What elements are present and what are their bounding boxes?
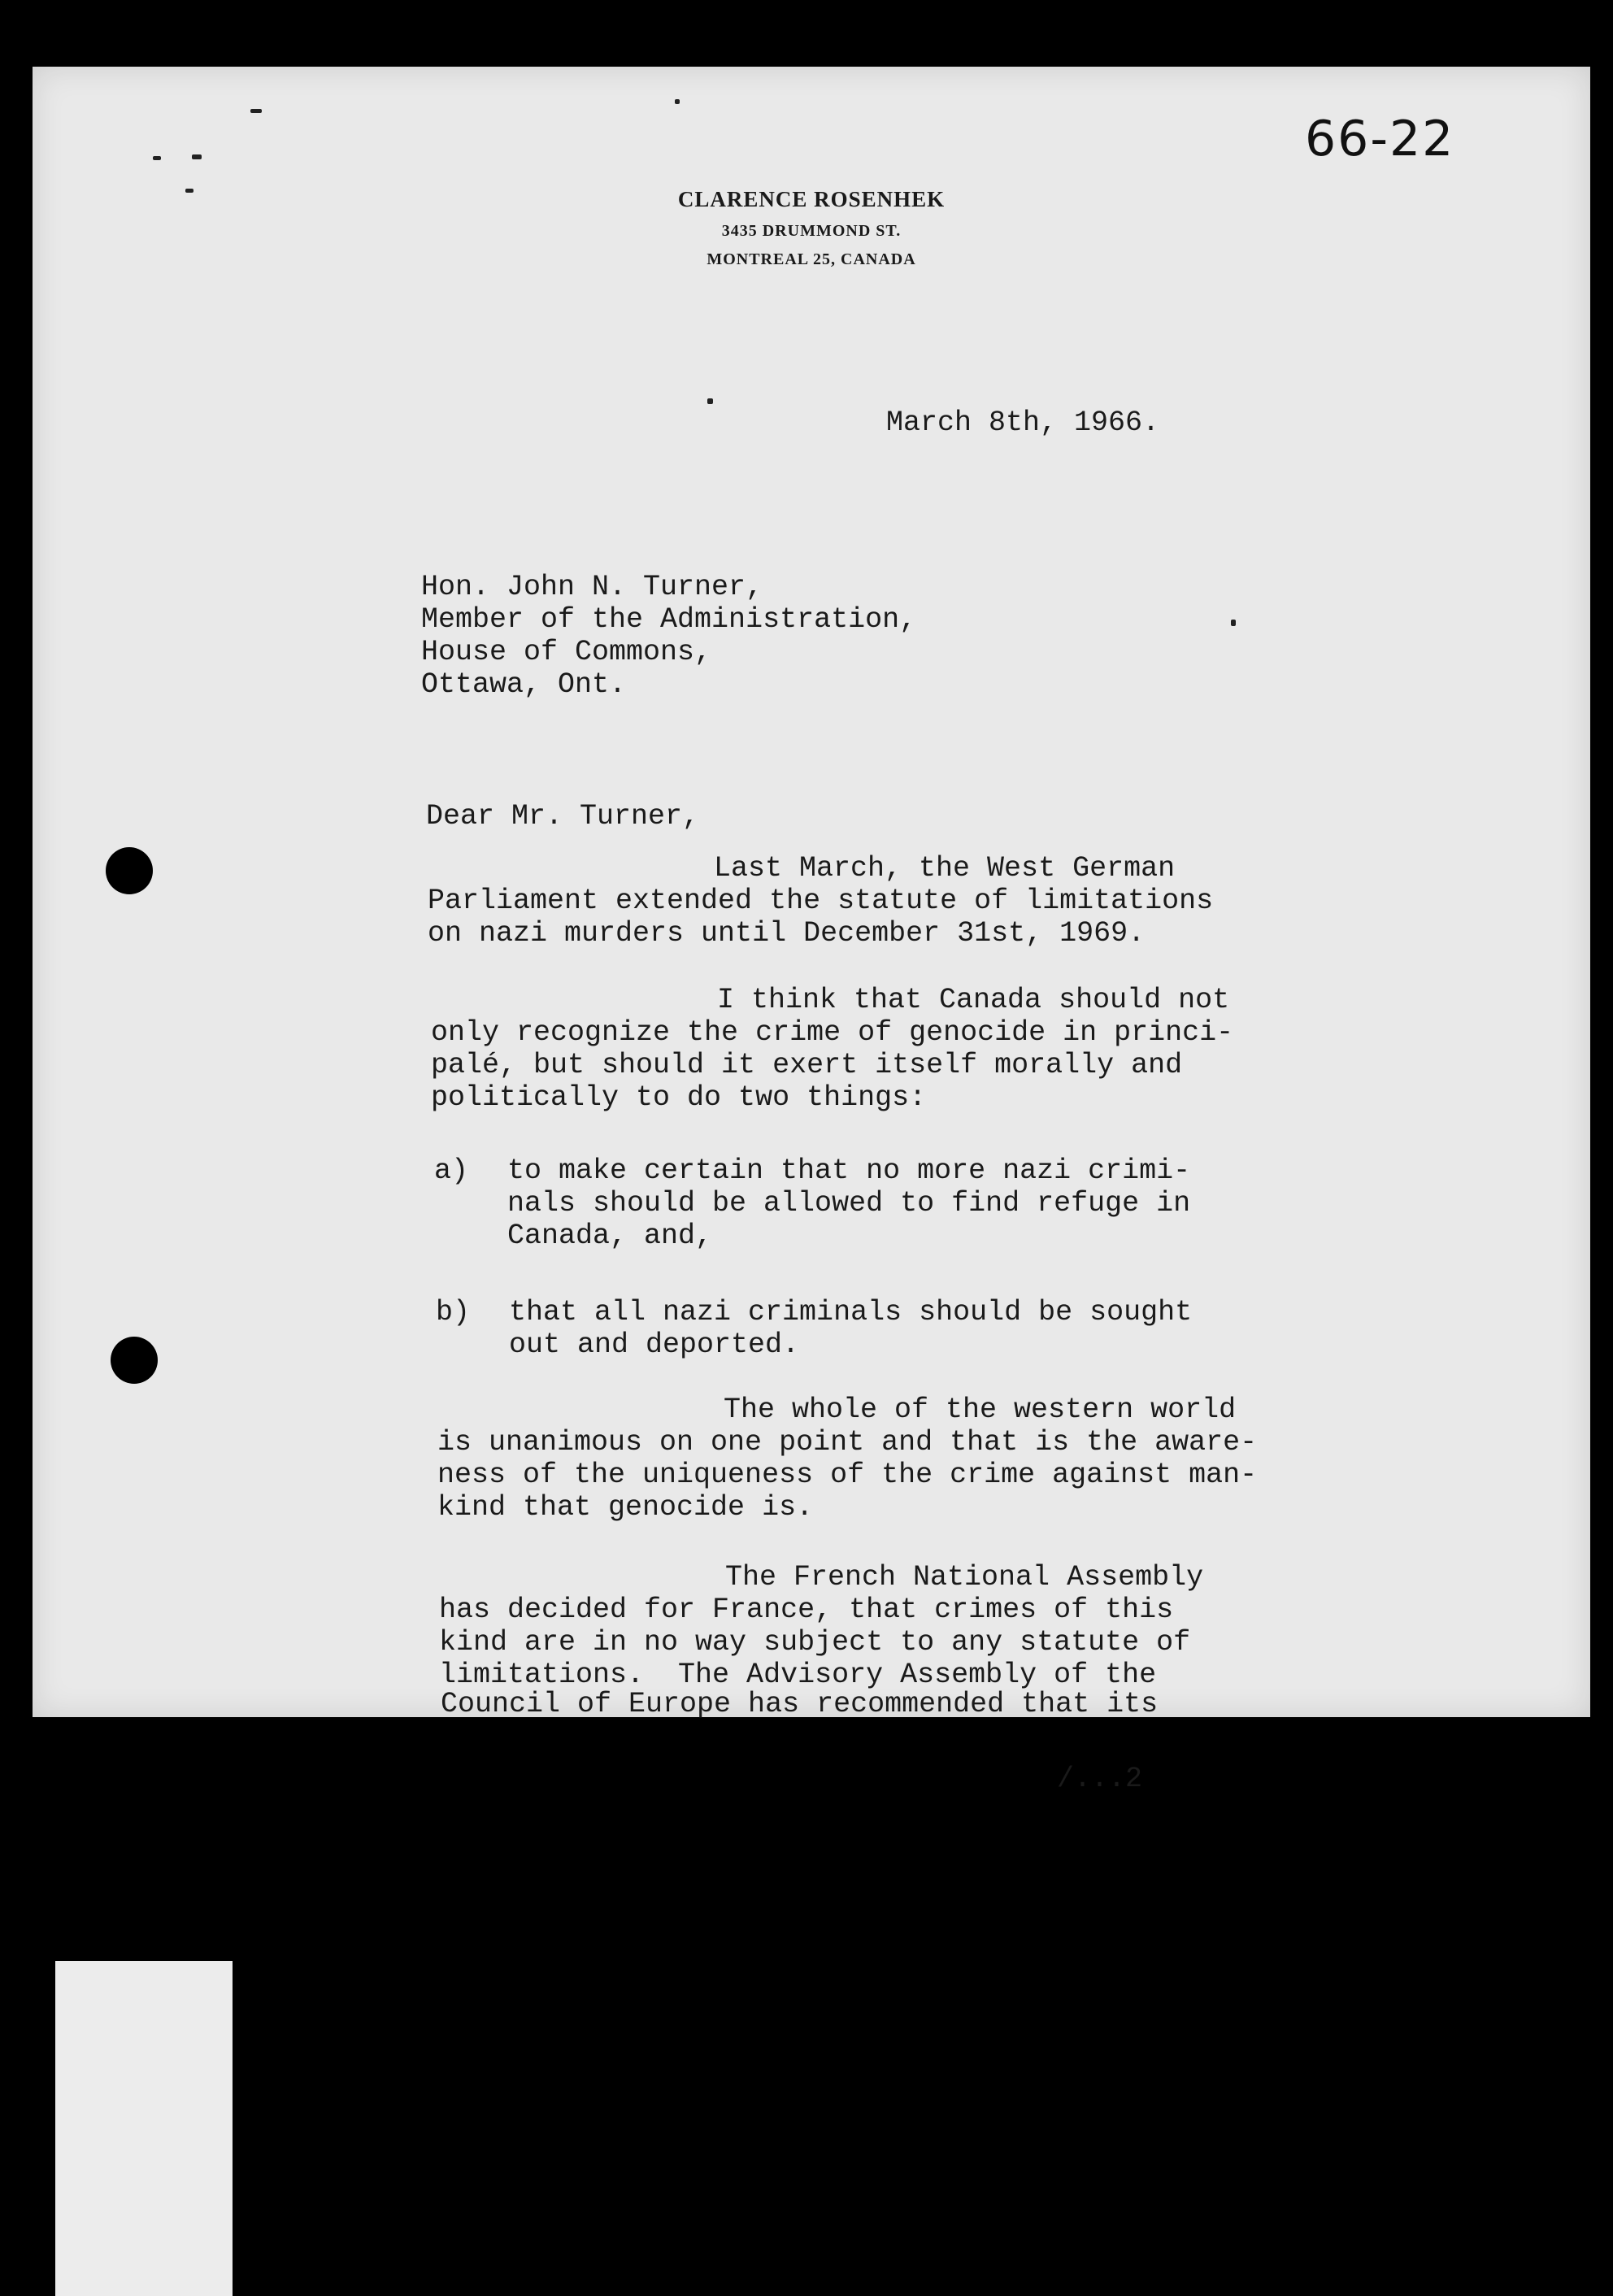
- paragraph-line: The French National Assembly: [725, 1561, 1204, 1594]
- paragraph-line: palé, but should it exert itself morally and: [431, 1049, 1183, 1081]
- letterhead-name: CLARENCE ROSENHEK: [677, 187, 946, 211]
- list-item-line: nals should be allowed to find refuge in: [507, 1187, 1191, 1220]
- letterhead-city: MONTREAL 25, CANADA: [707, 250, 916, 268]
- letter-page: [33, 67, 1590, 1717]
- paragraph-line: only recognize the crime of genocide in princi-: [431, 1016, 1234, 1049]
- paragraph-line: Council of Europe has recommended that its: [441, 1688, 1159, 1720]
- speck-mark: [1231, 620, 1236, 626]
- recipient-line: Ottawa, Ont.: [421, 668, 627, 701]
- paragraph-line: ness of the uniqueness of the crime against man-: [437, 1459, 1258, 1491]
- letterhead: [33, 187, 1590, 269]
- paragraph-line: is unanimous on one point and that is the aware-: [437, 1426, 1258, 1459]
- paragraph-line: has decided for France, that crimes of this: [439, 1594, 1174, 1626]
- paragraph-line: kind are in no way subject to any statute of: [439, 1626, 1191, 1659]
- list-marker: a): [434, 1155, 469, 1187]
- list-marker: b): [436, 1296, 471, 1328]
- paragraph-line: I think that Canada should not: [717, 984, 1230, 1016]
- paragraph-line: politically to do two things:: [431, 1081, 927, 1114]
- paragraph-line: The whole of the western world: [724, 1394, 1237, 1426]
- speck-mark: [185, 189, 193, 193]
- speck-mark: [707, 398, 713, 404]
- paragraph-line: limitations. The Advisory Assembly of the: [439, 1659, 1157, 1691]
- binder-hole: [106, 847, 153, 894]
- list-item-line: Canada, and,: [507, 1220, 713, 1252]
- paper-tab: [55, 1961, 233, 2296]
- paragraph-line: Parliament extended the statute of limitations: [428, 885, 1214, 917]
- list-item-line: out and deported.: [509, 1328, 800, 1361]
- paragraph-line: on nazi murders until December 31st, 1969.: [428, 917, 1146, 950]
- letterhead-street: 3435 DRUMMOND ST.: [721, 222, 902, 240]
- speck-mark: [675, 99, 680, 104]
- paragraph-line: Last March, the West German: [714, 852, 1176, 885]
- recipient-line: Member of the Administration,: [421, 603, 917, 636]
- list-item-line: that all nazi criminals should be sought: [509, 1296, 1193, 1328]
- handwritten-reference-number: 66-22: [1305, 111, 1455, 167]
- salutation: Dear Mr. Turner,: [426, 800, 700, 833]
- recipient-line: House of Commons,: [421, 636, 712, 668]
- letter-date: March 8th, 1966.: [886, 407, 1160, 439]
- speck-mark: [250, 109, 262, 113]
- speck-mark: [192, 154, 202, 159]
- continuation-marker: /...2: [1057, 1763, 1143, 1795]
- speck-mark: [153, 156, 161, 160]
- binder-hole: [111, 1337, 158, 1384]
- list-item-line: to make certain that no more nazi crimi-: [507, 1155, 1191, 1187]
- recipient-line: Hon. John N. Turner,: [421, 571, 763, 603]
- paragraph-line: kind that genocide is.: [437, 1491, 814, 1524]
